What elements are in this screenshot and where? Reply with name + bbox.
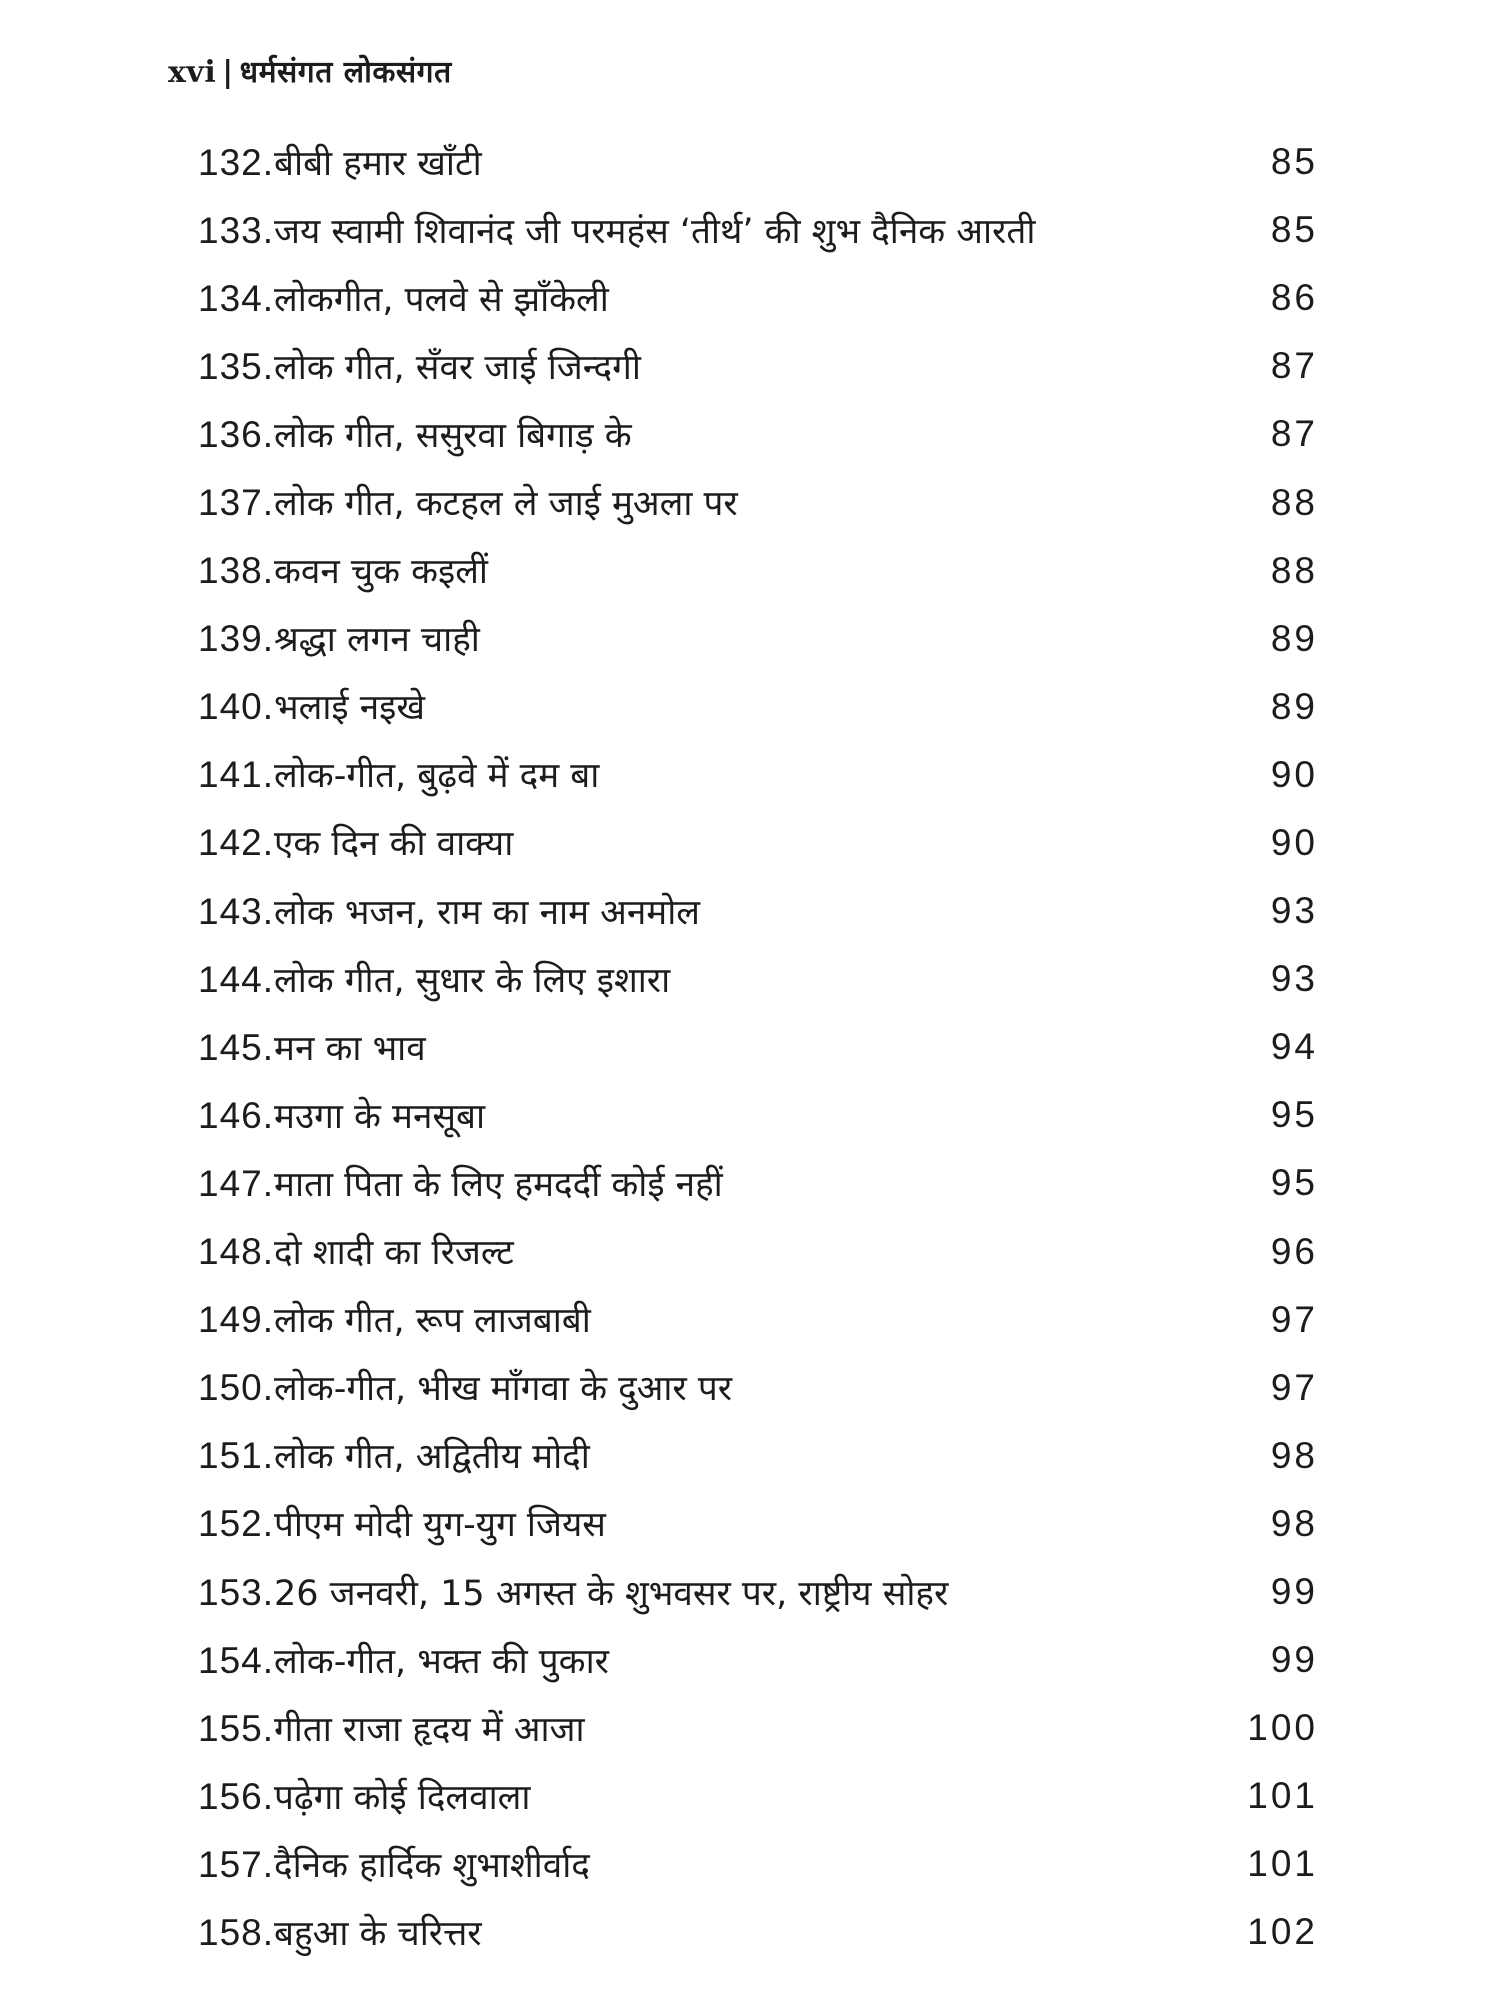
toc-entry: [198, 605, 1318, 673]
entry-page: 96: [1270, 1230, 1318, 1272]
entry-number: 143.: [198, 890, 275, 932]
entry-title: दो शादी का रिजल्ट: [274, 1233, 514, 1274]
entry-number: 133.: [198, 209, 275, 251]
entry-page: 85: [1270, 141, 1318, 183]
entry-number: 145.: [198, 1026, 275, 1068]
entry-page: 99: [1270, 1639, 1318, 1681]
entry-title: श्रद्धा लगन चाही: [274, 620, 480, 661]
toc-entry: [198, 1013, 1318, 1081]
entry-page: 95: [1270, 1162, 1318, 1204]
entry-number: 136.: [198, 413, 275, 455]
page-numeral: xvi: [168, 55, 217, 90]
entry-page: 87: [1270, 345, 1318, 387]
toc-entry: [198, 1762, 1318, 1830]
entry-title: 26 जनवरी, 15 अगस्त के शुभवसर पर, राष्ट्रीय सोहर: [274, 1573, 949, 1614]
entry-title: लोक गीत, अद्वितीय मोदी: [274, 1437, 590, 1478]
toc-entry: [198, 741, 1318, 809]
toc-entry: [198, 196, 1318, 264]
entry-page: 95: [1270, 1094, 1318, 1136]
toc-entry: [198, 877, 1318, 945]
entry-number: 152.: [198, 1503, 275, 1545]
entry-title: एक दिन की वाक्या: [274, 824, 514, 865]
entry-page: 90: [1270, 821, 1318, 863]
entry-page: 101: [1247, 1843, 1318, 1885]
header-separator: |: [222, 55, 234, 90]
entry-number: 158.: [198, 1911, 275, 1953]
entry-title: लोक गीत, सँवर जाई जिन्दगी: [274, 347, 641, 388]
toc-entry: [198, 1354, 1318, 1422]
entry-title: लोक-गीत, भक्त की पुकार: [274, 1641, 609, 1682]
toc-entry: [198, 1422, 1318, 1490]
entry-number: 148.: [198, 1231, 275, 1273]
entry-number: 134.: [198, 277, 275, 319]
entry-page: 97: [1270, 1298, 1318, 1340]
toc-entry: [198, 945, 1318, 1013]
entry-title: गीता राजा हृदय में आजा: [274, 1709, 585, 1750]
toc-entry: [198, 809, 1318, 877]
entry-page: 94: [1270, 1026, 1318, 1068]
entry-number: 146.: [198, 1094, 275, 1136]
entry-number: 154.: [198, 1639, 275, 1681]
entry-page: 99: [1270, 1571, 1318, 1613]
book-title: धर्मसंगत लोकसंगत: [239, 55, 452, 90]
entry-number: 149.: [198, 1299, 275, 1341]
entry-page: 93: [1270, 958, 1318, 1000]
entry-number: 138.: [198, 550, 275, 592]
toc-entry: [198, 264, 1318, 332]
toc-entry: [198, 673, 1318, 741]
toc-entry: [198, 1898, 1318, 1966]
toc-entry: [198, 1286, 1318, 1354]
entry-title: बीबी हमार खाँटी: [274, 143, 482, 184]
entry-title: लोक गीत, कटहल ले जाई मुअला पर: [274, 484, 738, 525]
entry-title: माता पिता के लिए हमदर्दी कोई नहीं: [274, 1164, 723, 1205]
entry-number: 144.: [198, 958, 275, 1000]
running-header: [168, 50, 452, 91]
entry-page: 86: [1270, 277, 1318, 319]
entry-number: 141.: [198, 754, 275, 796]
toc-entry: [198, 1490, 1318, 1558]
entry-title: लोक गीत, सुधार के लिए इशारा: [274, 960, 671, 1001]
entry-page: 100: [1247, 1707, 1318, 1749]
entry-page: 98: [1270, 1502, 1318, 1544]
entry-number: 150.: [198, 1367, 275, 1409]
toc-entry: [198, 537, 1318, 605]
entry-page: 88: [1270, 549, 1318, 591]
entry-number: 151.: [198, 1435, 275, 1477]
entry-number: 132.: [198, 141, 275, 183]
entry-title: भलाई नइखे: [274, 688, 425, 729]
entry-number: 156.: [198, 1775, 275, 1817]
entry-number: 153.: [198, 1571, 275, 1613]
entry-page: 98: [1270, 1434, 1318, 1476]
entry-title: पीएम मोदी युग-युग जियस: [274, 1505, 606, 1546]
entry-title: मउगा के मनसूबा: [274, 1096, 486, 1137]
entry-title: मन का भाव: [274, 1028, 426, 1069]
entry-title: लोक-गीत, भीख माँगवा के दुआर पर: [274, 1369, 733, 1410]
entry-title: दैनिक हार्दिक शुभाशीर्वाद: [274, 1845, 590, 1886]
entry-title: जय स्वामी शिवानंद जी परमहंस ‘तीर्थ’ की शुभ दैनिक आरती: [274, 211, 1036, 252]
entry-page: 87: [1270, 413, 1318, 455]
toc-entry: [198, 1558, 1318, 1626]
entry-title: पढ़ेगा कोई दिलवाला: [274, 1777, 531, 1818]
entry-page: 101: [1247, 1775, 1318, 1817]
toc-entry: [198, 1081, 1318, 1149]
entry-page: 88: [1270, 481, 1318, 523]
entry-title: लोक गीत, ससुरवा बिगाड़ के: [274, 415, 632, 456]
toc-entry: [198, 1626, 1318, 1694]
table-of-contents: [198, 128, 1318, 1967]
entry-title: कवन चुक कइलीं: [274, 552, 488, 593]
toc-entry: [198, 1830, 1318, 1898]
entry-title: बहुआ के चरित्तर: [274, 1913, 482, 1954]
entry-number: 155.: [198, 1707, 275, 1749]
toc-entry: [198, 128, 1318, 196]
entry-number: 157.: [198, 1843, 275, 1885]
entry-title: लोकगीत, पलवे से झाँकेली: [274, 279, 609, 320]
entry-number: 147.: [198, 1162, 275, 1204]
entry-page: 97: [1270, 1366, 1318, 1408]
entry-title: लोक भजन, राम का नाम अनमोल: [274, 892, 701, 933]
entry-page: 90: [1270, 753, 1318, 795]
toc-entry: [198, 1149, 1318, 1217]
entry-page: 102: [1247, 1911, 1318, 1953]
toc-entry: [198, 400, 1318, 468]
entry-title: लोक-गीत, बुढ़वे में दम बा: [274, 756, 600, 797]
entry-page: 85: [1270, 209, 1318, 251]
entry-number: 140.: [198, 686, 275, 728]
entry-number: 139.: [198, 618, 275, 660]
toc-entry: [198, 468, 1318, 536]
toc-entry: [198, 1694, 1318, 1762]
entry-page: 93: [1270, 890, 1318, 932]
entry-number: 135.: [198, 345, 275, 387]
toc-entry: [198, 1218, 1318, 1286]
entry-number: 137.: [198, 482, 275, 524]
entry-page: 89: [1270, 685, 1318, 727]
toc-entry: [198, 332, 1318, 400]
entry-number: 142.: [198, 822, 275, 864]
entry-page: 89: [1270, 617, 1318, 659]
entry-title: लोक गीत, रूप लाजबाबी: [274, 1301, 591, 1342]
